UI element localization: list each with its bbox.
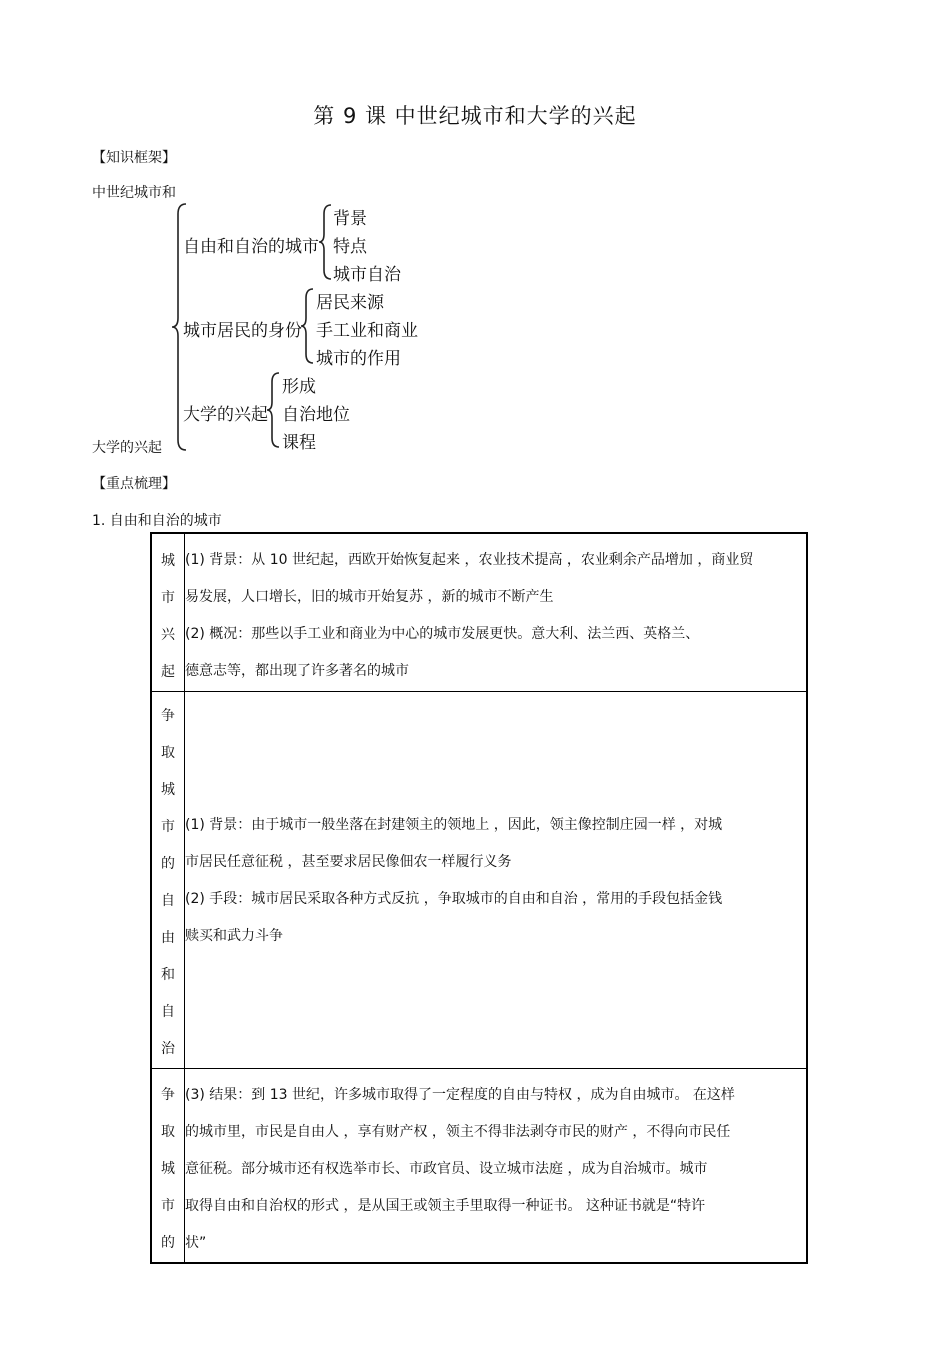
section-heading-keypoints: 【重点梳理】 (92, 476, 176, 492)
table-row (151, 692, 807, 1069)
row-label (151, 692, 185, 1069)
section-heading-framework: 【知识框架】 (92, 150, 176, 166)
table-row (151, 533, 807, 692)
content-table (150, 532, 808, 1264)
content-line: (2) 概况：那些以手工业和商业为中心的城市发展更快。意大利、法兰西、英格兰、 (185, 626, 700, 642)
content-line: 状” (185, 1235, 207, 1251)
row-label-char: 城 (161, 782, 175, 798)
mindmap-item: 形成 (282, 377, 316, 397)
row-label-char: 自 (161, 1004, 175, 1020)
row-label-char: 起 (161, 664, 175, 680)
row-label-char: 城 (161, 1161, 175, 1177)
mindmap-item: 自治地位 (282, 405, 350, 425)
mindmap-item: 背景 (333, 209, 367, 229)
row-label-char: 市 (161, 819, 175, 835)
mindmap-root-line2: 大学的兴起 (92, 440, 162, 456)
mindmap-item: 特点 (333, 237, 367, 257)
mindmap-item: 城市自治 (333, 265, 401, 285)
mindmap-branch-3-brace (266, 370, 282, 450)
content-line: (3) 结果：到 13 世纪，许多城市取得了一定程度的自由与特权 ，成为自由城市。 在这样 (185, 1087, 735, 1103)
subsection-heading: 1. 自由和自治的城市 (92, 513, 222, 529)
content-line: 取得自由和自治权的形式 ，是从国王或领主手里取得一种证书。 这种证书就是“特许 (185, 1198, 706, 1214)
content-line: 的城市里，市民是自由人 ，享有财产权 ，领主不得非法剥夺市民的财产 ，不得向市民任 (185, 1124, 731, 1140)
row-label-char: 取 (161, 1124, 175, 1140)
mindmap-root-line1: 中世纪城市和 (92, 185, 176, 201)
page-title: 第 9 课 中世纪城市和大学的兴起 (313, 104, 637, 128)
row-label-char: 市 (161, 1198, 175, 1214)
row-label-char: 治 (161, 1041, 175, 1057)
row-content (185, 692, 808, 1069)
row-label-char: 自 (161, 893, 175, 909)
content-line: (1) 背景：从 10 世纪起，西欧开始恢复起来 ，农业技术提高 ，农业剩余产品增加 ，商业贸 (185, 552, 754, 568)
mindmap-item: 城市的作用 (316, 349, 401, 369)
mindmap-item: 居民来源 (316, 293, 384, 313)
content-line: 意征税。部分城市还有权选举市长、市政官员、设立城市法庭 ，成为自治城市。城市 (185, 1161, 708, 1177)
row-label-char: 的 (161, 1235, 175, 1251)
content-line: (1) 背景：由于城市一般坐落在封建领主的领地上 ，因此，领主像控制庄园一样 ，对城 (185, 817, 723, 833)
content-line: 德意志等，都出现了许多著名的城市 (185, 663, 409, 679)
row-label-char: 争 (161, 708, 175, 724)
row-label-char: 由 (161, 930, 175, 946)
row-label-char: 兴 (161, 627, 175, 643)
mindmap-branch-2: 城市居民的身份 (183, 321, 302, 341)
mindmap-branch-1-brace (318, 202, 334, 282)
content-line: 赎买和武力斗争 (185, 928, 283, 944)
row-label-char: 城 (161, 553, 175, 569)
mindmap-item: 课程 (282, 433, 316, 453)
row-label-char: 争 (161, 1087, 175, 1103)
table-row (151, 1069, 807, 1264)
row-label-char: 和 (161, 967, 175, 983)
row-label (151, 1069, 185, 1264)
content-line: 易发展，人口增长，旧的城市开始复苏 ，新的城市不断产生 (185, 589, 554, 605)
mindmap-item: 手工业和商业 (316, 321, 418, 341)
row-label-char: 取 (161, 745, 175, 761)
content-line: (2) 手段：城市居民采取各种方式反抗 ，争取城市的自由和自治 ，常用的手段包括金钱 (185, 891, 723, 907)
row-label-char: 市 (161, 590, 175, 606)
row-label (151, 533, 185, 692)
content-line: 市居民任意征税 ，甚至要求居民像佃农一样履行义务 (185, 854, 512, 870)
row-content (185, 533, 808, 692)
row-label-char: 的 (161, 856, 175, 872)
mindmap-branch-2-brace (300, 286, 316, 366)
mindmap-branch-1: 自由和自治的城市 (183, 237, 319, 257)
row-content (185, 1069, 808, 1264)
mindmap-branch-3: 大学的兴起 (183, 405, 268, 425)
